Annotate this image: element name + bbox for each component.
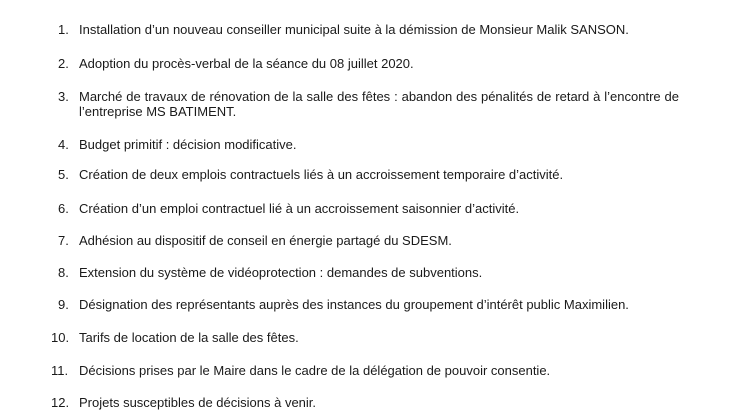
agenda-item-text: Adoption du procès-verbal de la séance du 08 juillet 2020. (79, 56, 414, 71)
agenda-item-text: Marché de travaux de rénovation de la salle des fêtes : abandon des pénalités de retard à l’encontre de l’entreprise MS BATIMENT. (79, 89, 679, 119)
agenda-item-text: Création de deux emplois contractuels liés à un accroissement temporaire d’activité. (79, 167, 564, 182)
agenda-item-text: Tarifs de location de la salle des fêtes. (79, 330, 299, 345)
agenda-item-number: 2. (58, 56, 69, 71)
agenda-item-number: 7. (58, 233, 69, 248)
agenda-item-number: 5. (58, 167, 69, 182)
agenda-item-text: Décisions prises par le Maire dans le cadre de la délégation de pouvoir consentie. (79, 363, 551, 378)
agenda-item-text: Désignation des représentants auprès des instances du groupement d’intérêt public Maximilien. (79, 297, 629, 312)
agenda-item-text: Installation d’un nouveau conseiller municipal suite à la démission de Monsieur Malik SANSON. (79, 22, 629, 37)
agenda-item-text: Budget primitif : décision modificative. (79, 137, 297, 152)
agenda-item-number: 10. (51, 330, 70, 345)
agenda-item-text: Adhésion au dispositif de conseil en énergie partagé du SDESM. (79, 233, 452, 248)
agenda-item-number: 12. (51, 395, 70, 410)
agenda-item-text: Projets susceptibles de décisions à venir. (79, 395, 317, 410)
agenda-item-number: 11. (51, 363, 69, 378)
agenda-item-text: Création d’un emploi contractuel lié à un accroissement saisonnier d’activité. (79, 201, 520, 216)
agenda-item-number: 6. (58, 201, 69, 216)
agenda-item-number: 8. (58, 265, 69, 280)
agenda-item-number: 4. (58, 137, 69, 152)
agenda-item-number: 1. (58, 22, 69, 37)
agenda-item-text: Extension du système de vidéoprotection : demandes de subventions. (79, 265, 483, 280)
agenda-item-number: 3. (58, 89, 69, 104)
agenda-item-number: 9. (58, 297, 69, 312)
